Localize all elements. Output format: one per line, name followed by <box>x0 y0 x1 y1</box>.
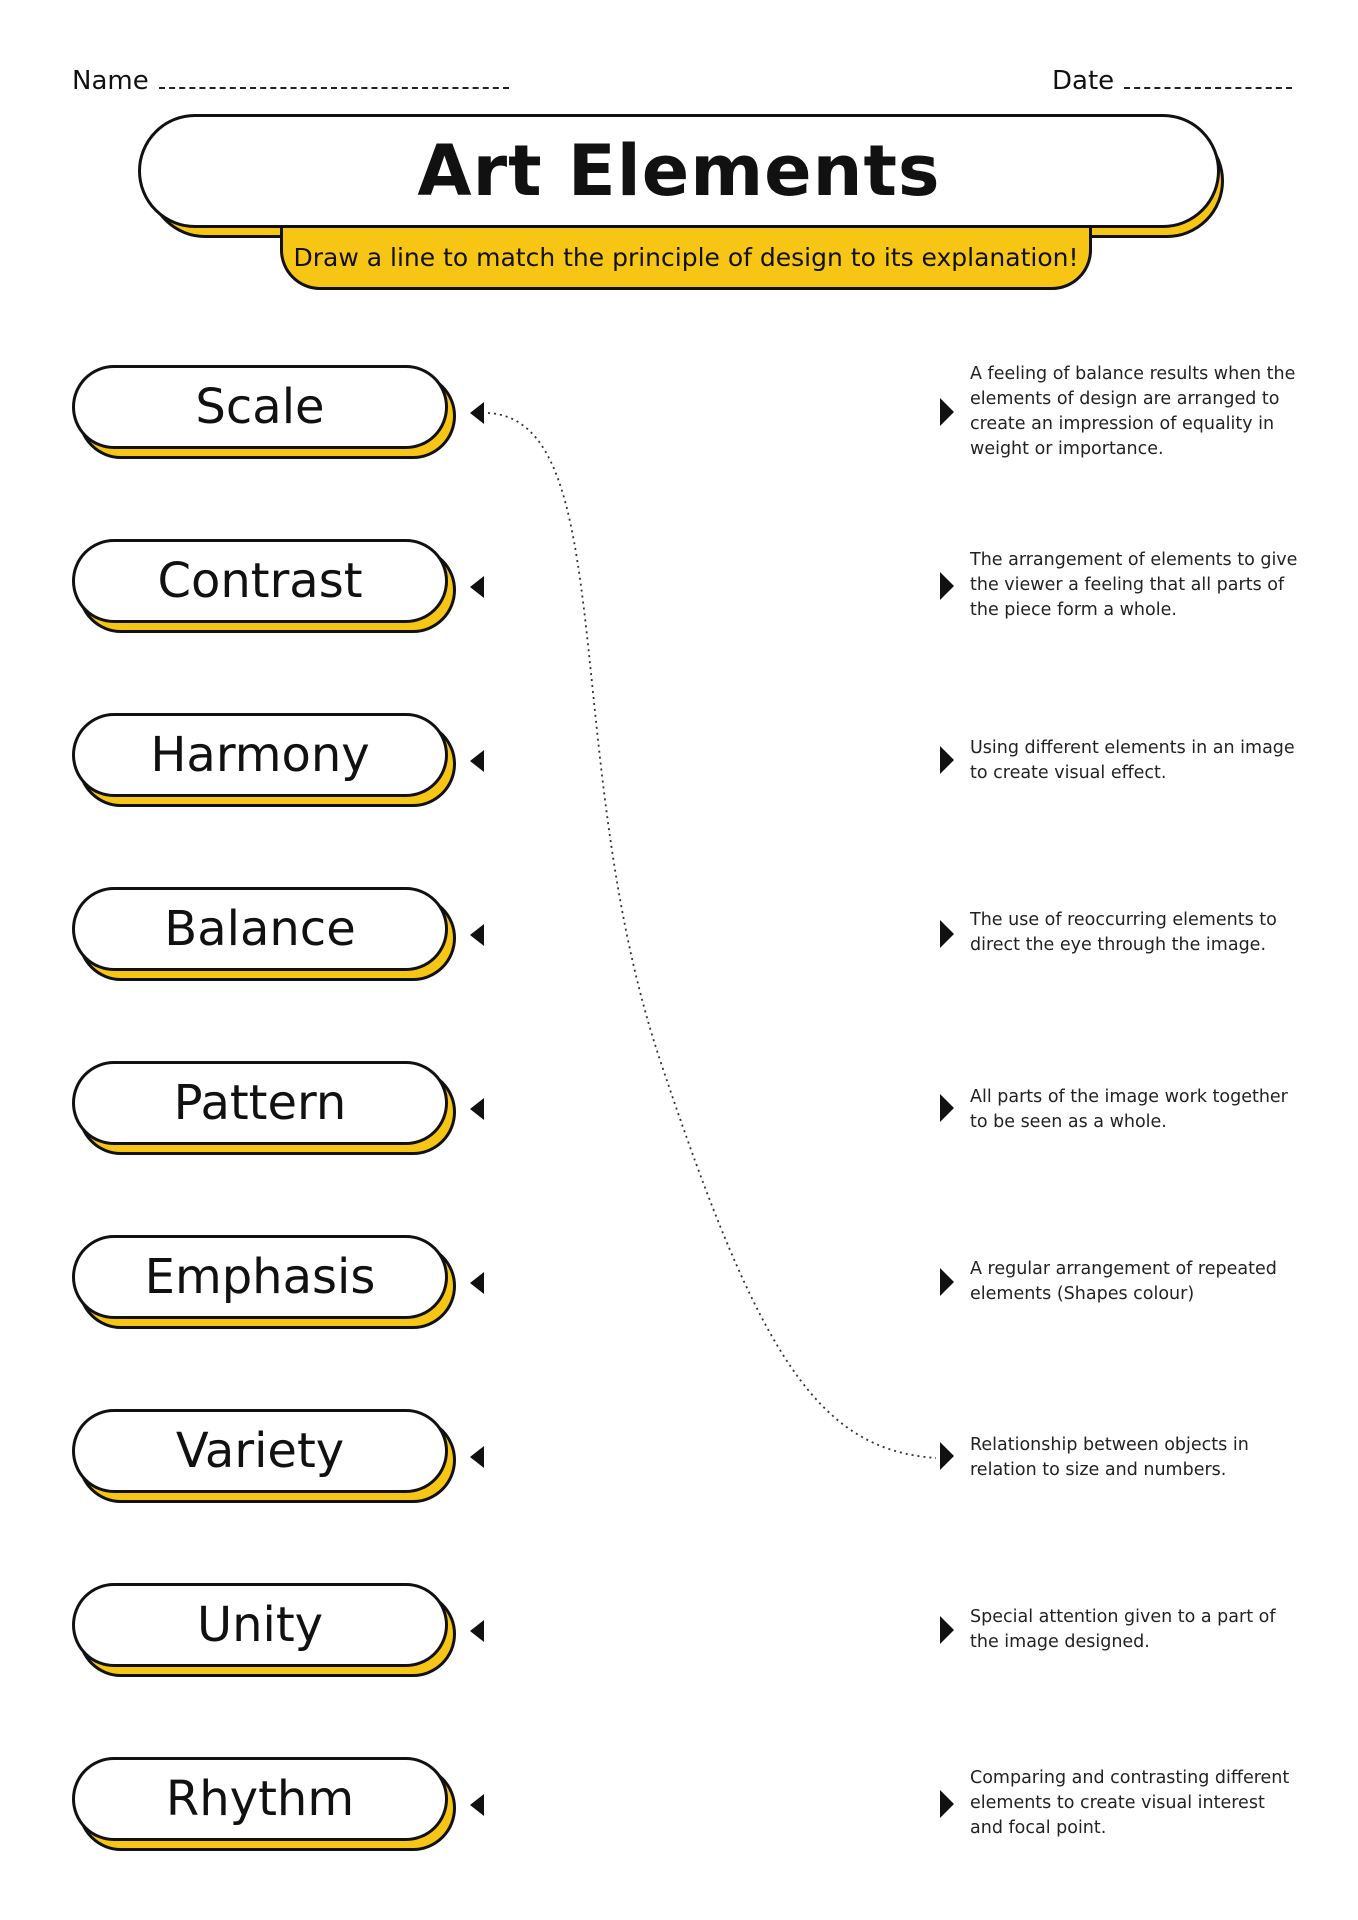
explanation-item: A feeling of balance results when the elements of design are arranged to create an impression of equality in weight or importance. <box>970 364 1296 459</box>
right-arrow-icon[interactable] <box>940 1268 954 1296</box>
left-arrow-icon[interactable] <box>470 576 484 598</box>
principle-unity[interactable] <box>72 1583 452 1673</box>
principle-emphasis[interactable] <box>72 1235 452 1325</box>
principle-label: Pattern <box>173 1075 347 1131</box>
principle-label: Variety <box>175 1423 345 1479</box>
right-arrow-icon[interactable] <box>940 1442 954 1470</box>
right-arrow-icon[interactable] <box>940 1094 954 1122</box>
pill-face[interactable] <box>72 539 448 623</box>
pill-face[interactable] <box>72 1409 448 1493</box>
explanation-item: The use of reoccurring elements to direct the eye through the image. <box>970 910 1277 955</box>
right-arrow-icon[interactable] <box>940 1790 954 1818</box>
right-arrow-icon[interactable] <box>940 746 954 774</box>
principle-rhythm[interactable] <box>72 1757 452 1847</box>
principle-label: Balance <box>164 901 356 957</box>
pill-face[interactable] <box>72 1235 448 1319</box>
pill-face[interactable] <box>72 1583 448 1667</box>
pill-face[interactable] <box>72 887 448 971</box>
principle-balance[interactable] <box>72 887 452 977</box>
name-label: Name <box>72 66 149 96</box>
left-arrow-icon[interactable] <box>470 1446 484 1468</box>
left-arrow-icon[interactable] <box>470 1794 484 1816</box>
explanation-item: A regular arrangement of repeated elements (Shapes colour) <box>970 1259 1277 1304</box>
explanation-item: All parts of the image work together to be seen as a whole. <box>970 1087 1288 1132</box>
principle-label: Unity <box>196 1597 324 1653</box>
right-arrow-icon[interactable] <box>940 398 954 426</box>
match-dotted-line <box>488 413 936 1458</box>
pill-face[interactable] <box>72 365 448 449</box>
page-title: Art Elements <box>417 130 941 212</box>
principle-label: Scale <box>195 379 325 435</box>
left-arrow-icon[interactable] <box>470 1098 484 1120</box>
left-arrow-icon[interactable] <box>470 924 484 946</box>
right-arrow-icon[interactable] <box>940 1616 954 1644</box>
principle-contrast[interactable] <box>72 539 452 629</box>
principle-label: Rhythm <box>165 1771 355 1827</box>
explanation-item: Relationship between objects in relation to size and numbers. <box>970 1435 1249 1480</box>
right-arrow-icon[interactable] <box>940 920 954 948</box>
instruction-text: Draw a line to match the principle of design to its explanation! <box>293 243 1079 272</box>
principle-label: Contrast <box>157 553 363 609</box>
principle-scale[interactable] <box>72 365 452 455</box>
principle-variety[interactable] <box>72 1409 452 1499</box>
principle-harmony[interactable] <box>72 713 452 803</box>
explanation-item: The arrangement of elements to give the viewer a feeling that all parts of the piece form a whole. <box>970 550 1298 620</box>
explanation-item: Special attention given to a part of the image designed. <box>970 1607 1276 1652</box>
principle-label: Harmony <box>150 727 370 783</box>
left-arrow-icon[interactable] <box>470 1620 484 1642</box>
date-label: Date <box>1052 66 1115 96</box>
principle-label: Emphasis <box>144 1249 376 1305</box>
left-arrow-icon[interactable] <box>470 402 484 424</box>
left-arrow-icon[interactable] <box>470 750 484 772</box>
principle-pattern[interactable] <box>72 1061 452 1151</box>
left-arrow-icon[interactable] <box>470 1272 484 1294</box>
explanation-item: Using different elements in an image to create visual effect. <box>970 738 1295 783</box>
pill-face[interactable] <box>72 1757 448 1841</box>
explanation-item: Comparing and contrasting different elements to create visual interest and focal point. <box>970 1768 1290 1838</box>
right-arrow-icon[interactable] <box>940 572 954 600</box>
pill-face[interactable] <box>72 713 448 797</box>
pill-face[interactable] <box>72 1061 448 1145</box>
